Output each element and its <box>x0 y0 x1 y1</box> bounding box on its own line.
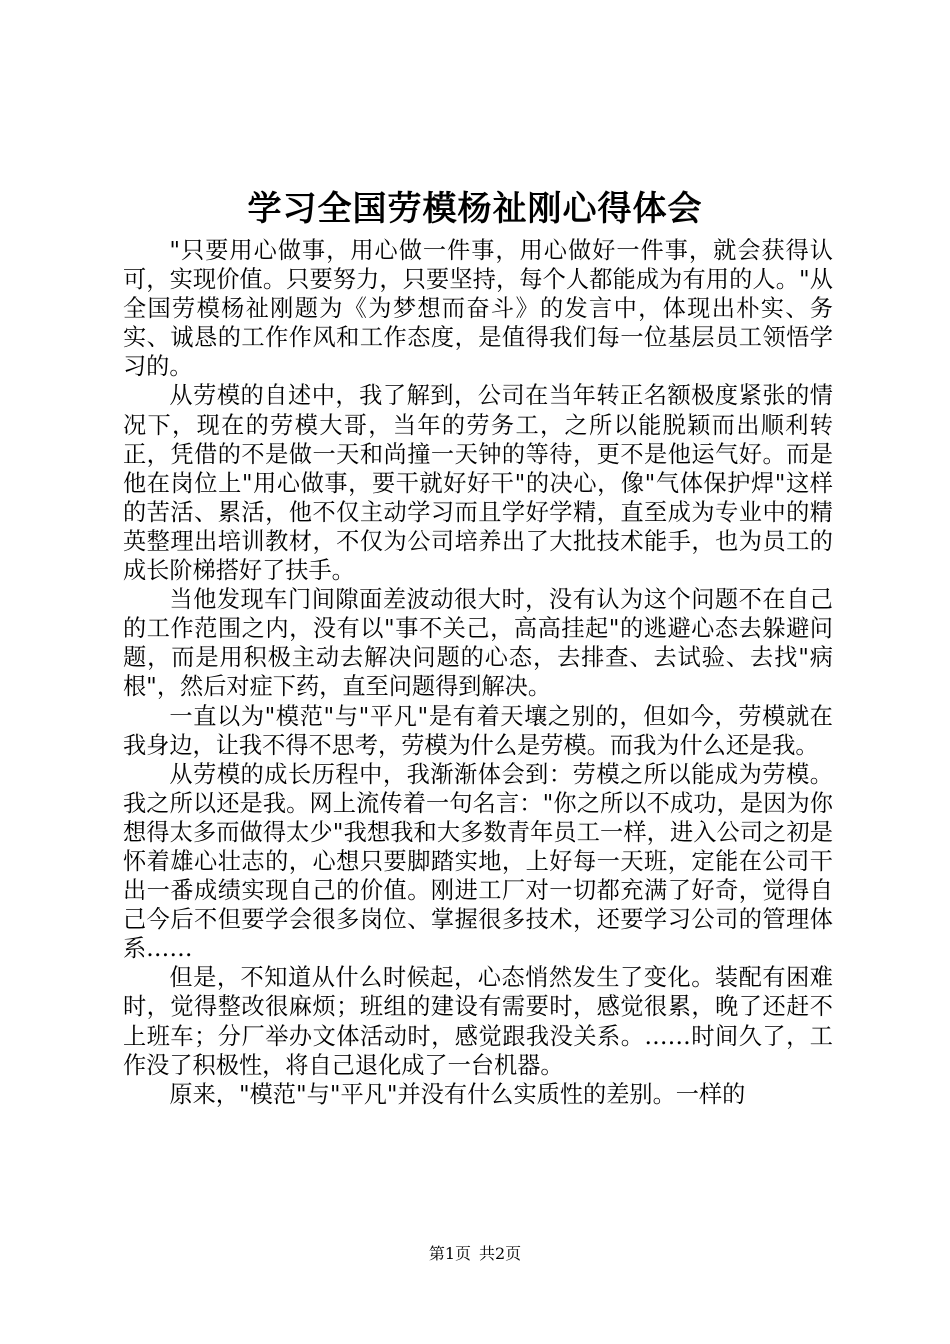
page-number: 第1页 <box>428 1244 471 1263</box>
paragraph-3: 当他发现车门间隙面差波动很大时，没有认为这个问题不在自己的工作范围之内，没有以"事不关己，高高挂起"的逃避心态去躲避问题，而是用积极主动去解决问题的心态，去排查、去试验、去找"病根"，然后对症下药，直至问题得到解决。 <box>123 586 833 701</box>
paragraph-2: 从劳模的自述中，我了解到，公司在当年转正名额极度紧张的情况下，现在的劳模大哥，当年的劳务工，之所以能脱颖而出顺利转正，凭借的不是做一天和尚撞一天钟的等待，更不是他运气好。而是他在岗位上"用心做事，要干就好好干"的决心，像"气体保护焊"这样的苦活、累活，他不仅主动学习而且学好学精，直至成为专业中的精英整理出培训教材，不仅为公司培养出了大批技术能手，也为员工的成长阶梯搭好了扶手。 <box>123 382 833 585</box>
paragraph-7: 原来，"模范"与"平凡"并没有什么实质性的差别。一样的 <box>169 1080 746 1108</box>
paragraph-1: "只要用心做事，用心做一件事，用心做好一件事，就会获得认可，实现价值。只要努力，只要坚持，每个人都能成为有用的人。"从全国劳模杨祉刚题为《为梦想而奋斗》的发言中，体现出朴实、务实、诚恳的工作作风和工作态度，是值得我们每一位基层员工领悟学习的。 <box>123 237 833 381</box>
paragraph-4: 一直以为"模范"与"平凡"是有着天壤之别的，但如今，劳模就在我身边，让我不得不思考，劳模为什么是劳模。而我为什么还是我。 <box>123 702 833 759</box>
paragraph-5: 从劳模的成长历程中，我渐渐体会到：劳模之所以能成为劳模。我之所以还是我。网上流传着一句名言："你之所以不成功，是因为你想得太多而做得太少"我想我和大多数青年员工一样，进入公司之初是怀着雄心壮志的，心想只要脚踏实地，上好每一天班，定能在公司干出一番成绩实现自己的价值。刚进工厂对一切都充满了好奇，觉得自己今后不但要学会很多岗位、掌握很多技术，还要学习公司的管理体系…… <box>123 760 833 963</box>
page-footer <box>0 1243 950 1265</box>
paragraph-6: 但是，不知道从什么时候起，心态悄然发生了变化。装配有困难时，觉得整改很麻烦；班组的建设有需要时，感觉很累，晚了还赶不上班车；分厂举办文体活动时，感觉跟我没关系。……时间久了，工作没了积极性，将自己退化成了一台机器。 <box>123 964 833 1079</box>
document-body <box>123 236 833 1109</box>
page-total: 共2页 <box>479 1244 522 1263</box>
document-title: 学习全国劳模杨祉刚心得体会 <box>247 189 703 229</box>
